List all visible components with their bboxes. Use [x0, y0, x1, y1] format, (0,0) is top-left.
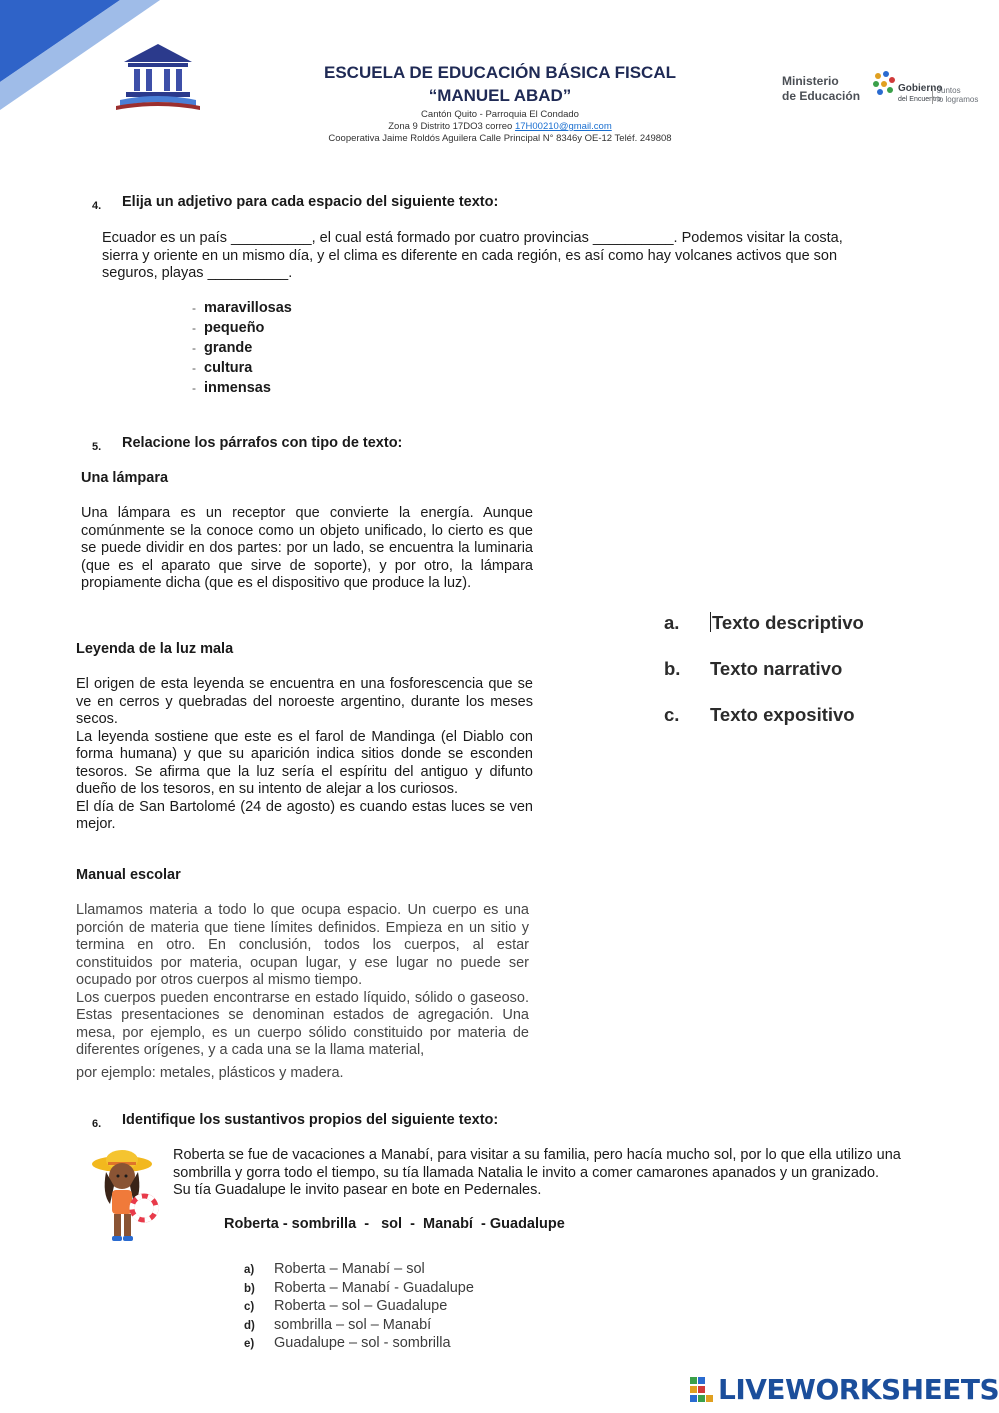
gobierno-emblem-icon [868, 68, 898, 110]
q6-answer-options [244, 1261, 474, 1354]
text-type-option-b[interactable]: b. Texto narrativo [664, 658, 843, 679]
liveworksheets-blocks-icon [690, 1377, 714, 1403]
list-item: - cultura [192, 360, 253, 376]
manual-paragraph: por ejemplo: metales, plásticos y madera. [76, 1064, 344, 1081]
ministerio-line-1: Ministerio [782, 74, 839, 88]
q6-title: Identifique los sustantivos propios del siguiente texto: [122, 1112, 499, 1128]
text-type-option-a[interactable]: a. Texto descriptivo [664, 612, 864, 633]
leyenda-title: Leyenda de la luz mala [76, 641, 234, 657]
answer-option-a[interactable]: a) Roberta – Manabí – sol [244, 1261, 425, 1277]
q4-title: Elija un adjetivo para cada espacio del siguiente texto: [122, 194, 499, 210]
q5-number: 5. [92, 441, 102, 453]
leyenda-paragraph: El día de San Bartolomé (24 de agosto) es cuando estas luces se ven mejor. [76, 798, 533, 832]
school-name: “MANUEL ABAD” [428, 86, 572, 105]
leyenda-paragraph: El origen de esta leyenda se encuentra en una fosforescencia que se ve en cerros y quebradas del noroeste argentino, durante los meses secos. [76, 676, 533, 727]
header-address-prefix: Zona 9 Distrito 17DO3 correo [388, 121, 515, 132]
liveworksheets-wordmark: LIVEWORKSHEETS [718, 1373, 999, 1406]
girl-beach-illustration-icon [88, 1146, 160, 1246]
answer-option-d[interactable]: d) sombrilla – sol – Manabí [244, 1316, 432, 1333]
manual-paragraph: Llamamos materia a todo lo que ocupa espacio. Un cuerpo es una porción de materia que tiene límites definidos. Empieza en un sitio y termina en otro. En conclusión, todos los cuerpos, al estar constituidos por materia, ocupan lugar, y ese lugar no puede ser ocupado por otros cuerpos al mismo tiempo. [76, 902, 529, 988]
answer-option-b[interactable]: b) Roberta – Manabí - Guadalupe [244, 1279, 474, 1296]
leyenda-paragraph: La leyenda sostiene que este es el farol de Mandinga (el Diablo con forma humana) y que su aparición indica sitios donde se esconden tesoros. Se afirma que la luz sería el espíritu del antiguo y difunto dueño de los tesoros, en su intento de alejar a los curiosos. [76, 728, 533, 797]
manual-paragraph: Los cuerpos pueden encontrarse en estado líquido, sólido o gaseoso. Estas presentaciones se denominan estados de agregación. Una mesa, por ejemplo, es un cuerpo sólido constituido por materia de diferentes orígenes, y a cada una se la llama material, [76, 989, 529, 1058]
header-address-line-2 [200, 121, 800, 132]
school-email-link[interactable]: 17H00210@gmail.com [514, 121, 612, 132]
manual-title: Manual escolar [76, 867, 181, 883]
header-address-line-1: Cantón Quito - Parroquia El Condado [421, 109, 579, 120]
q6-text-line-3: Su tía Guadalupe le invito pasear en bote en Pedernales. [173, 1182, 542, 1198]
q5-title: Relacione los párrafos con tipo de texto: [122, 435, 403, 451]
q6-word-list: Roberta - sombrilla - sol - Manabí - Guadalupe [224, 1216, 565, 1232]
q6-number: 6. [92, 1118, 102, 1130]
q4-adjective-list [192, 298, 292, 398]
text-type-option-c[interactable]: c. Texto expositivo [664, 704, 855, 725]
q4-text [102, 230, 843, 283]
manual-text [76, 902, 529, 1082]
list-item: - grande [192, 340, 253, 356]
lampara-text: Una lámpara es un receptor que convierte la energía. Aunque comúnmente se la conoce como un objeto unificado, lo cierto es que se puede dividir en dos partes: por un lado, se encuentra la luminaria (que es el aparato que sirve de soporte), y por otro, la lámpara propiamente dicha (que es el dispositivo que produce la luz). [81, 505, 533, 591]
list-item: - pequeño [192, 320, 265, 336]
juntos-line-2: lo logramos [937, 95, 979, 104]
header-address-line-3: Cooperativa Jaime Roldós Aguilera Calle Principal N° 8346y OE-12 Teléf. 249808 [328, 133, 672, 144]
q4-text-line-1: Ecuador es un país __________, el cual está formado por cuatro provincias __________. Podemos visitar la costa, [102, 230, 843, 246]
q4-number: 4. [92, 200, 102, 212]
ministerio-line-2: de Educación [782, 89, 861, 103]
lampara-title: Una lámpara [81, 470, 169, 486]
gobierno-line-1: Gobierno [898, 83, 943, 94]
q4-text-line-3: seguros, playas __________. [102, 265, 293, 281]
q4-text-line-2: sierra y oriente en un mismo día, y el clima es diferente en cada región, es así como hay volcanes activos que son [102, 247, 838, 264]
q6-text-line-2: sombrilla y gorra todo el tiempo, su tía llamada Natalia le invito a comer camarones apanados y un granizado. [173, 1164, 880, 1181]
q4-heading [92, 194, 499, 214]
school-logo-icon [112, 42, 204, 112]
juntos-line-1: Juntos [937, 86, 961, 95]
juntos-logo-text [932, 86, 978, 104]
q6-text [173, 1147, 901, 1200]
answer-option-c[interactable]: c) Roberta – sol – Guadalupe [244, 1298, 448, 1314]
leyenda-text [76, 676, 533, 834]
q6-heading [92, 1112, 499, 1132]
q5-heading [92, 435, 403, 455]
school-title: ESCUELA DE EDUCACIÓN BÁSICA FISCAL [324, 63, 676, 82]
q6-text-line-1: Roberta se fue de vacaciones a Manabí, para visitar a su familia, pero hacía mucho sol, por lo que ella utilizo una [173, 1147, 901, 1163]
liveworksheets-logo[interactable] [690, 1373, 999, 1406]
gobierno-line-2: del Encuentro [898, 96, 942, 103]
ministerio-logo [782, 74, 860, 104]
list-item: - inmensas [192, 380, 271, 396]
text-type-options [664, 600, 864, 738]
list-item: - maravillosas [192, 300, 292, 316]
text-cursor [710, 612, 711, 632]
answer-option-e[interactable]: e) Guadalupe – sol - sombrilla [244, 1335, 451, 1351]
